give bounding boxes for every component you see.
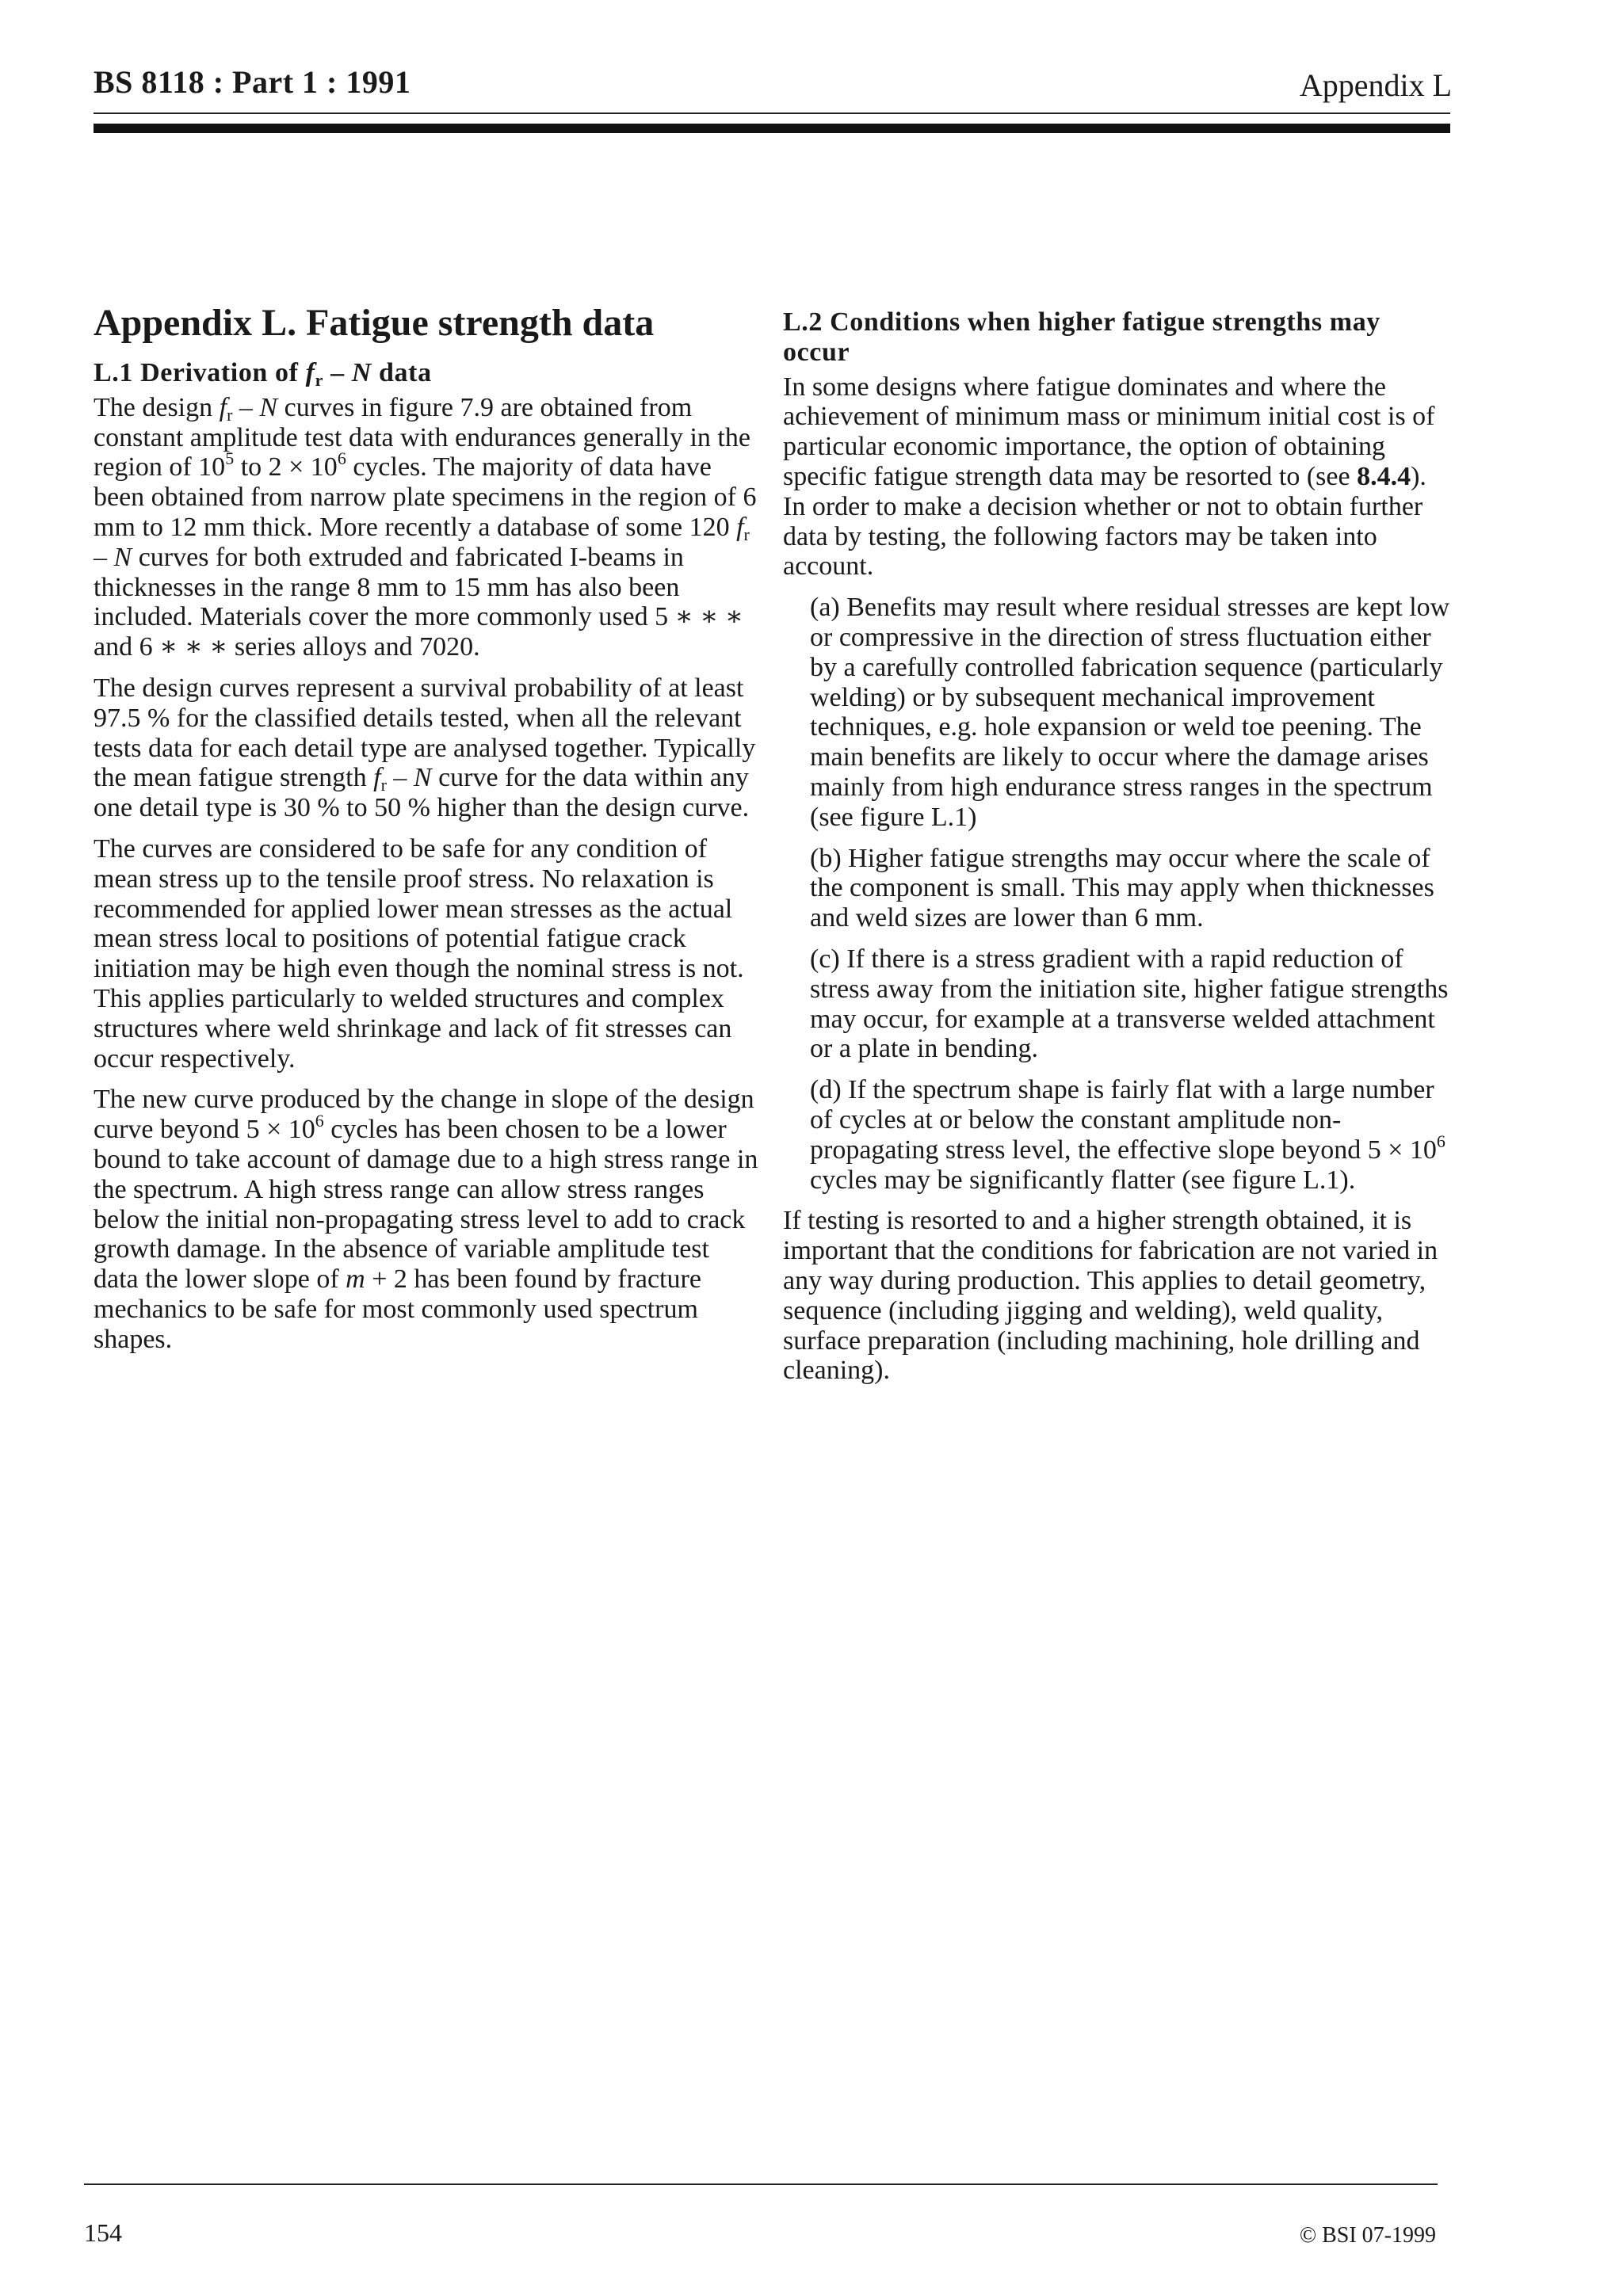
page-header-section: Appendix L [1299,67,1452,103]
list-item-d: (d) If the spectrum shape is fairly flat with a large number of cycles at or below the constant amplitude non-propagating stress level, the effective slope beyond $5 \times 10^6$ cycles may be significantly flatter (see figure L.1). [810,1075,1445,1195]
left-column [94,301,759,1366]
paragraph-l1-new-curve: The new curve produced by the change in slope of the design curve beyond $5 \times 10^6$ cycles has been chosen to be a lower bound to take account of damage due to a high stress range in the spectrum. A high stress range can allow stress ranges below the initial non-propagating stress level to add to crack growth damage. In the absence of variable amplitude test data the lower slope of m + 2 has been found by fracture mechanics to be safe for most commonly used spectrum shapes. [94,1085,758,1354]
list-item-a: (a) Benefits may result where residual stresses are kept low or compressive in the direction of stress fluctuation either by a carefully controlled fabrication sequence (particularly welding) or by subsequent mechanical improvement techniques, e.g. hole expansion or weld toe peening. The main benefits are likely to occur where the damage arises mainly from high endurance stress ranges in the spectrum (see figure L.1) [810,593,1450,832]
list-item-c: (c) If there is a stress gradient with a rapid reduction of stress away from the initiation site, higher fatigue strengths may occur, for example at a transverse welded attachment or a plate in bending. [810,944,1449,1064]
footer-rule [84,2183,1438,2185]
header-rule-thick [94,124,1450,133]
page-header-standard: BS 8118 : Part 1 : 1991 [94,64,411,100]
paragraph-l1-mean-stress: The curves are considered to be safe for any condition of mean stress up to the tensile proof stress. No relaxation is recommended for applied lower mean stresses as the actual mean stress local to positions of potential fatigue crack initiation may be high even though the nominal stress is not. This applies particularly to welded structures and complex structures where weld shrinkage and lack of fit stresses can occur respectively. [94,833,744,1074]
appendix-title: Appendix L. Fatigue strength data [94,302,655,344]
right-column [783,301,1450,1397]
paragraph-l2-intro: In some designs where fatigue dominates and where the achievement of minimum mass or minimum initial cost is of particular economic importance, the option of obtaining specific fatigue strength data may be resorted to (see 8.4.4). In order to make a decision whether or not to obtain further data by testing, the following factors may be taken into account. [783,372,1435,582]
paragraph-l2-closing: If testing is resorted to and a higher strength obtained, it is important that the conditions for fabrication are not varied in any way during production. This applies to detail geometry, sequence (including jigging and welding), weld quality, surface preparation (including machining, hole drilling and cleaning). [783,1206,1438,1386]
copyright-notice: © BSI 07-1999 [1299,2223,1436,2248]
header-rule-thin [94,113,1450,114]
section-heading-l2: L.2 Conditions when higher fatigue strengths may occur [783,307,1381,367]
paragraph-l1-survival: The design curves represent a survival probability of at least 97.5 % for the classified details tested, when all the relevant tests data for each detail type are analysed together. Typically the mean fatigue strength $f_r$ – N curve for the data within any one detail type is 30 % to 50 % higher than the design curve. [94,673,756,823]
section-heading-l1: L.1 Derivation of $f_r$ – N data [94,358,432,390]
list-item-b: (b) Higher fatigue strengths may occur where the scale of the component is small. This may apply when thicknesses and weld sizes are lower than 6 mm. [810,843,1434,933]
page-number: 154 [84,2218,122,2247]
paragraph-l1-derivation: The design $f_r$ – N curves in figure 7.9 are obtained from constant amplitude test data with endurances generally in the region of $10^5$ to $2 \times 10^6$ cycles. The majority of data have been obtained from narrow plate specimens in the region of 6 mm to 12 mm thick. More recently a database of some 120 $f_r$ – N curves for both extruded and fabricated I-beams in thicknesses in the range 8 mm to 15 mm has also been included. Materials cover the more commonly used 5 ∗ ∗ ∗ and 6 ∗ ∗ ∗ series alloys and 7020. [94,392,757,662]
